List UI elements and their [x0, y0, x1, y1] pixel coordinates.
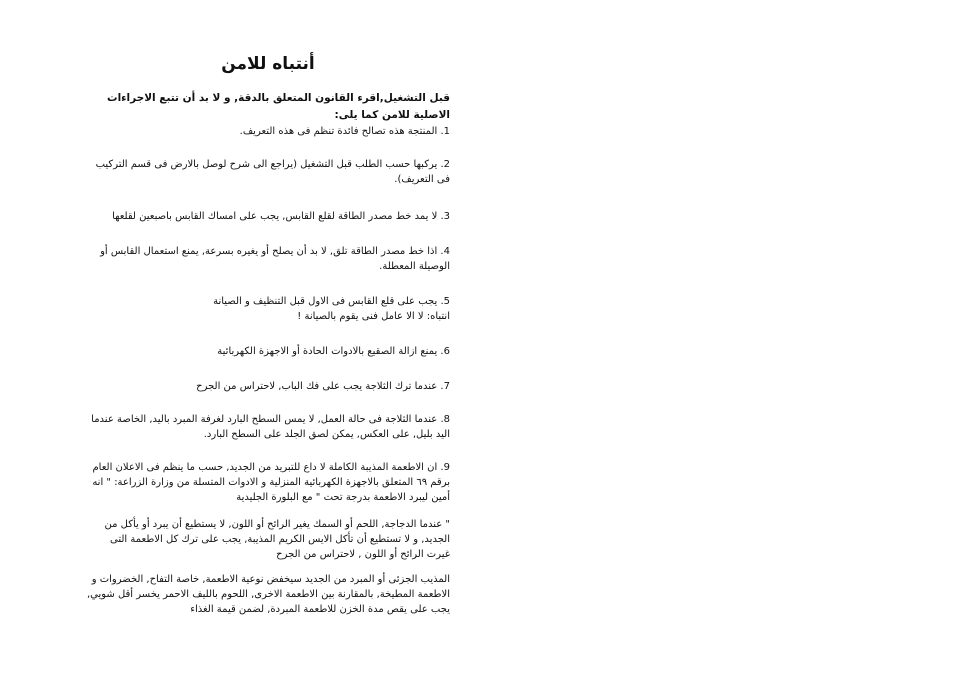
list-item-3: 3. لا يمد خط مصدر الطاقة لقلع القابس, يجب على امساك القابس باصبعين لقلعها — [112, 211, 450, 222]
list-item-5: 5. يجب على قلع القابس فى الاول قبل التنظيف و الصيانة انتباه: لا الا عامل فنى يقوم بالصيانة ! — [213, 296, 450, 322]
safety-column — [86, 40, 450, 627]
intro-text: قبل التشغيل,اقرء القانون المتعلق بالدقة, و لا بد أن تتبع الاجراءات الاصلية للامن كما يلى: — [107, 92, 450, 121]
list-item-4: 4. اذا خط مصدر الطاقة تلق, لا بد أن يصلح أو يغيره بسرعة, يمنع استعمال القابس أو الوصيلة المعطلة. — [100, 246, 450, 272]
list-item-6: 6. يمنع ازالة الصقيع بالادوات الحادة أو الاجهزة الكهربائية — [217, 346, 450, 357]
list-item-8: 8. عندما الثلاجة فى حالة العمل, لا يمس السطح البارد لغرفة المبرد باليد, الخاصة عندما اليد بليل, على العكس, يمكن لصق الجلد على السطح البارد. — [91, 414, 450, 440]
list-item-7: 7. عندما ترك الثلاجة يجب على فك الباب, لاحتراس من الجرح — [196, 381, 450, 392]
paragraph-spoiled-food: " عندما الدجاجة, اللحم أو السمك يغير الرائح أو اللون, لا يستطيع أن يبرد أو يأكل من الجديد, و لا تستطيع أن تأكل الايس الكريم المذيبة, يجب على ترك كل الاطعمة التى غيرت الرائح أو اللون , لاحتراس من الجرح — [104, 519, 450, 560]
list-item-9: 9. ان الاطعمة المذيبة الكاملة لا داع للتبريد من الجديد, حسب ما ينظم فى الاعلان العام برقم ٦٩ المتعلق بالاجهزة الكهربائية المنزلية و الادوات المتسلة من وزارة الزراعة: " انه أمين ليبرد الاطعمة بدرجة تحت " مع البلورة الجليدية — [92, 462, 450, 503]
list-item-1: 1. المنتجة هذه تصالح فائدة تنظم فى هذه التعريف. — [239, 126, 450, 137]
page-title: أنتباه للامن — [221, 54, 315, 74]
paragraph-refreezing: المذيب الجزئى أو المبرد من الجديد سيخفض نوعية الاطعمة, خاصة التفاح, الخضروات و الاطعمة المطيخة, بالمقارنة بين الاطعمة الاخرى, اللحوم بالليف الاحمر يخسر أقل شويي, يجب على يقص مدة الخزن للاطعمة المبردة, لضمن قيمة الغذاء — [86, 574, 450, 615]
list-item-2: 2. يركبها حسب الطلب قبل التشغيل (يراجع الى شرح لوصل بالارض فى قسم التركيب فى التعريف). — [95, 159, 450, 185]
